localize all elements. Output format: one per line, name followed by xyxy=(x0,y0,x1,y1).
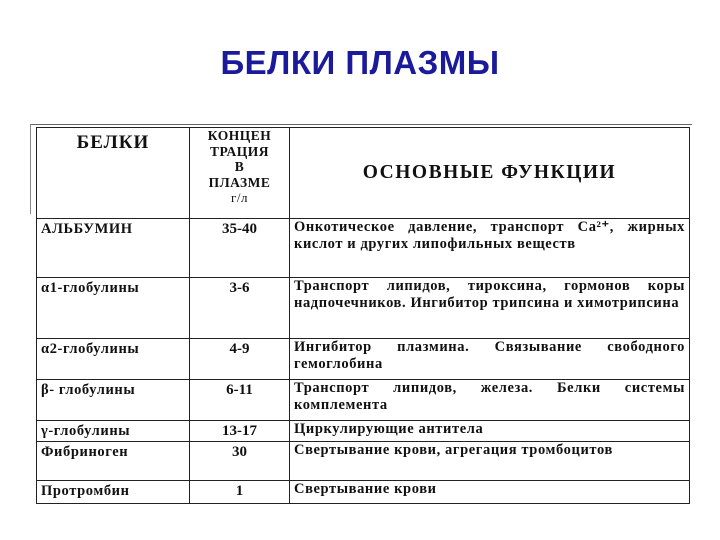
table-row xyxy=(37,380,690,421)
protein-function: Транспорт липидов, железа. Белки системы комплемента xyxy=(290,380,690,421)
protein-concentration: 30 xyxy=(190,442,290,481)
table-row xyxy=(37,219,690,278)
table-row xyxy=(37,278,690,339)
header-conc-line: ПЛАЗМЕ xyxy=(208,174,271,190)
header-conc-line: КОНЦЕН xyxy=(207,128,272,143)
table-header-row xyxy=(37,128,690,219)
protein-concentration: 1 xyxy=(190,481,290,504)
protein-function: Транспорт липидов, тироксина, гормонов коры надпочечников. Ингибитор трипсина и химотрипсина xyxy=(290,278,690,339)
protein-concentration: 4-9 xyxy=(190,339,290,380)
table-row xyxy=(37,421,690,442)
protein-name: Протромбин xyxy=(37,481,190,504)
plasma-proteins-table xyxy=(36,127,690,504)
header-conc-unit: г/л xyxy=(231,190,248,205)
protein-name: АЛЬБУМИН xyxy=(37,219,190,278)
table-row xyxy=(37,442,690,481)
table-row xyxy=(37,481,690,504)
header-functions: ОСНОВНЫЕ ФУНКЦИИ xyxy=(290,128,690,219)
top-divider xyxy=(30,124,692,125)
protein-concentration: 13-17 xyxy=(190,421,290,442)
side-divider xyxy=(30,124,31,214)
protein-name: Фибриноген xyxy=(37,442,190,481)
table-row xyxy=(37,339,690,380)
header-concentration xyxy=(190,128,290,219)
protein-name: α1-глобулины xyxy=(37,278,190,339)
protein-concentration: 35-40 xyxy=(190,219,290,278)
protein-function: Свертывание крови, агрегация тромбоцитов xyxy=(290,442,690,481)
header-conc-line: В xyxy=(234,159,245,174)
protein-function: Циркулирующие антитела xyxy=(290,421,690,442)
protein-name: α2-глобулины xyxy=(37,339,190,380)
protein-concentration: 3-6 xyxy=(190,278,290,339)
protein-name: γ-глобулины xyxy=(37,421,190,442)
protein-name: β- глобулины xyxy=(37,380,190,421)
protein-function: Онкотическое давление, транспорт Ca²⁺, жирных кислот и других липофильных веществ xyxy=(290,219,690,278)
protein-function: Ингибитор плазмина. Связывание свободного гемоглобина xyxy=(290,339,690,380)
protein-concentration: 6-11 xyxy=(190,380,290,421)
header-proteins: БЕЛКИ xyxy=(37,128,190,219)
slide-title: БЕЛКИ ПЛАЗМЫ xyxy=(220,44,500,81)
header-conc-line: ТРАЦИЯ xyxy=(209,143,270,159)
protein-function: Свертывание крови xyxy=(290,481,690,504)
